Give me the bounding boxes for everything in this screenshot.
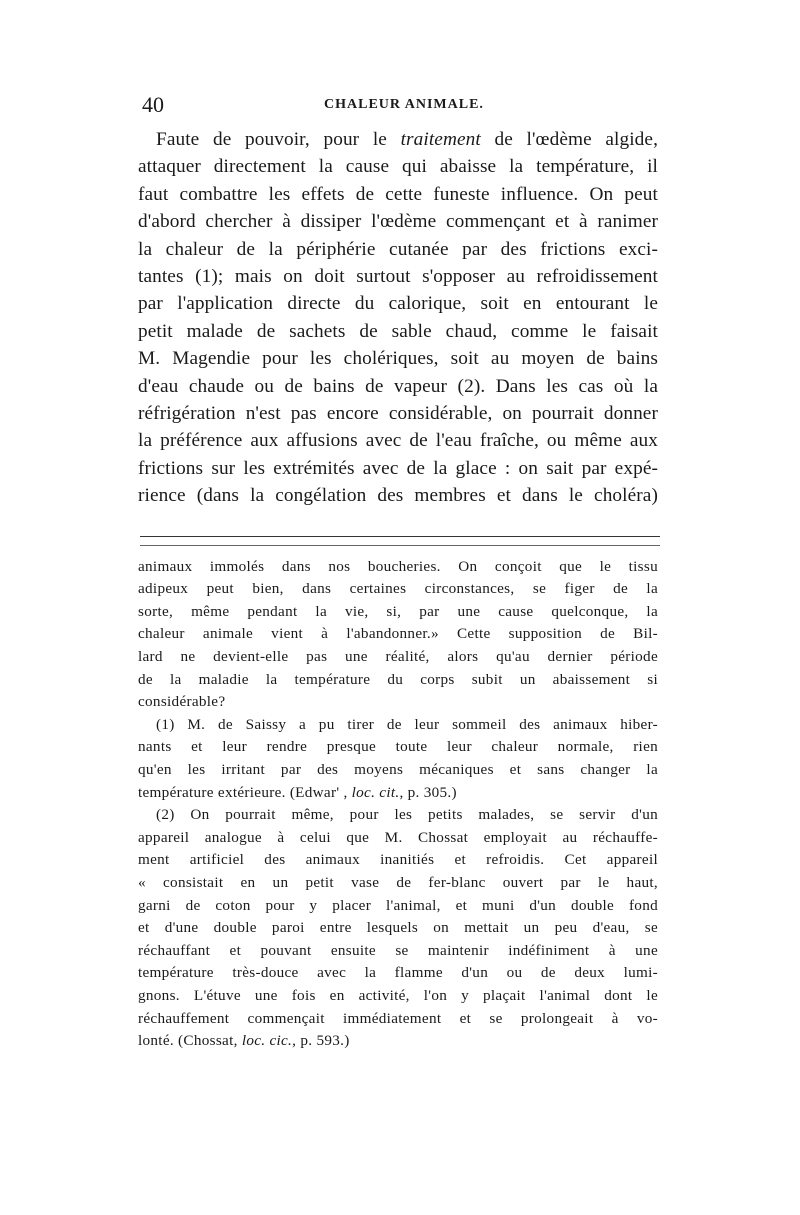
footnote-line: adipeux peut bien, dans certaines circonstances, se figer de la bbox=[138, 580, 658, 598]
footnote-1 bbox=[138, 714, 658, 804]
main-line: par l'application directe du calorique, soit en entourant le bbox=[138, 293, 658, 315]
footnote-line: (1) M. de Saissy a pu tirer de leur sommeil des animaux hiber- bbox=[156, 715, 658, 733]
footnote-line: ment artificiel des animaux inanitiés et refroidis. Cet appareil bbox=[138, 851, 658, 869]
italic-word: traitement bbox=[400, 129, 481, 150]
footnote-line: nants et leur rendre presque toute leur chaleur normale, rien bbox=[138, 738, 658, 756]
main-line: d'abord chercher à dissiper l'œdème commençant et à ranimer bbox=[138, 211, 658, 233]
footnote-line: sorte, même pendant la vie, si, par une cause quelconque, la bbox=[138, 602, 658, 620]
footnote-line: qu'en les irritant par des moyens mécaniques et sans changer la bbox=[138, 761, 658, 779]
footnote-continuation bbox=[138, 556, 658, 714]
main-line: rience (dans la congélation des membres et dans le choléra) bbox=[138, 485, 658, 507]
footnote-rule bbox=[140, 536, 660, 537]
running-head bbox=[138, 92, 658, 126]
footnotes bbox=[138, 556, 658, 1053]
main-line: la chaleur de la périphérie cutanée par des frictions exci- bbox=[138, 238, 658, 260]
footnote-line: « consistait en un petit vase de fer-blanc ouvert par le haut, bbox=[138, 874, 658, 891]
main-line: réfrigération n'est pas encore considérable, on pourrait donner bbox=[138, 403, 658, 425]
footnote-line: lard ne devient-elle pas une réalité, alors qu'au dernier période bbox=[138, 648, 658, 666]
main-line: attaquer directement la cause qui abaisse la température, il bbox=[138, 156, 658, 178]
citation-italic: loc. cic. bbox=[241, 1032, 293, 1050]
footnote-line: (2) On pourrait même, pour les petits malades, se servir d'un bbox=[156, 806, 658, 824]
footnote-line: appareil analogue à celui que M. Chossat employait au réchauffe- bbox=[138, 828, 658, 846]
main-line: M. Magendie pour les cholériques, soit au moyen de bains bbox=[138, 348, 658, 370]
page-number: 40 bbox=[142, 92, 164, 117]
footnote-line: température extérieure. (Edwar' , loc. cit., p. 305.) bbox=[138, 783, 457, 801]
footnote-line: de la maladie la température du corps subit un abaissement si bbox=[138, 670, 658, 688]
footnote-line: chaleur animale vient à l'abandonner.» Cette supposition de Bil- bbox=[138, 625, 658, 643]
main-paragraph bbox=[138, 126, 658, 510]
footnote-line: animaux immolés dans nos boucheries. On conçoit que le tissu bbox=[138, 557, 658, 575]
main-line: d'eau chaude ou de bains de vapeur (2). Dans les cas où la bbox=[138, 375, 658, 397]
footnote-line: considérable? bbox=[138, 693, 226, 711]
footnote-rule-secondary bbox=[140, 545, 660, 546]
main-line: petit malade de sachets de sable chaud, comme le faisait bbox=[138, 320, 658, 342]
footnote-2 bbox=[138, 804, 658, 1053]
footnote-line: réchauffant et pouvant ensuite se maintenir indéfiniment à une bbox=[138, 941, 658, 959]
footnote-line: réchauffement commençait immédiatement et se prolongeait à vo- bbox=[138, 1009, 658, 1027]
main-line: tantes (1); mais on doit surtout s'opposer au refroidissement bbox=[138, 266, 658, 288]
citation-italic: loc. cit. bbox=[351, 783, 400, 801]
footnote-line: lonté. (Chossat, loc. cic., p. 593.) bbox=[138, 1032, 350, 1050]
footnote-line: gnons. L'étuve une fois en activité, l'on y plaçait l'animal dont le bbox=[138, 986, 658, 1004]
main-line: la préférence aux affusions avec de l'eau fraîche, ou même aux bbox=[138, 430, 658, 452]
main-line: frictions sur les extrémités avec de la glace : on sait par expé- bbox=[138, 457, 658, 479]
main-line: faut combattre les effets de cette funeste influence. On peut bbox=[138, 183, 658, 205]
footnote-line: et d'une double paroi entre lesquels on mettait un peu d'eau, se bbox=[138, 919, 658, 937]
footnote-line: garni de coton pour y placer l'animal, et muni d'un double fond bbox=[138, 896, 658, 914]
book-page bbox=[138, 92, 658, 1053]
running-title: CHALEUR ANIMALE. bbox=[324, 97, 484, 112]
footnote-line: température très-douce avec la flamme d'un ou de deux lumi- bbox=[138, 964, 658, 982]
main-line: Faute de pouvoir, pour le traitement de l'œdème algide, bbox=[156, 129, 658, 150]
